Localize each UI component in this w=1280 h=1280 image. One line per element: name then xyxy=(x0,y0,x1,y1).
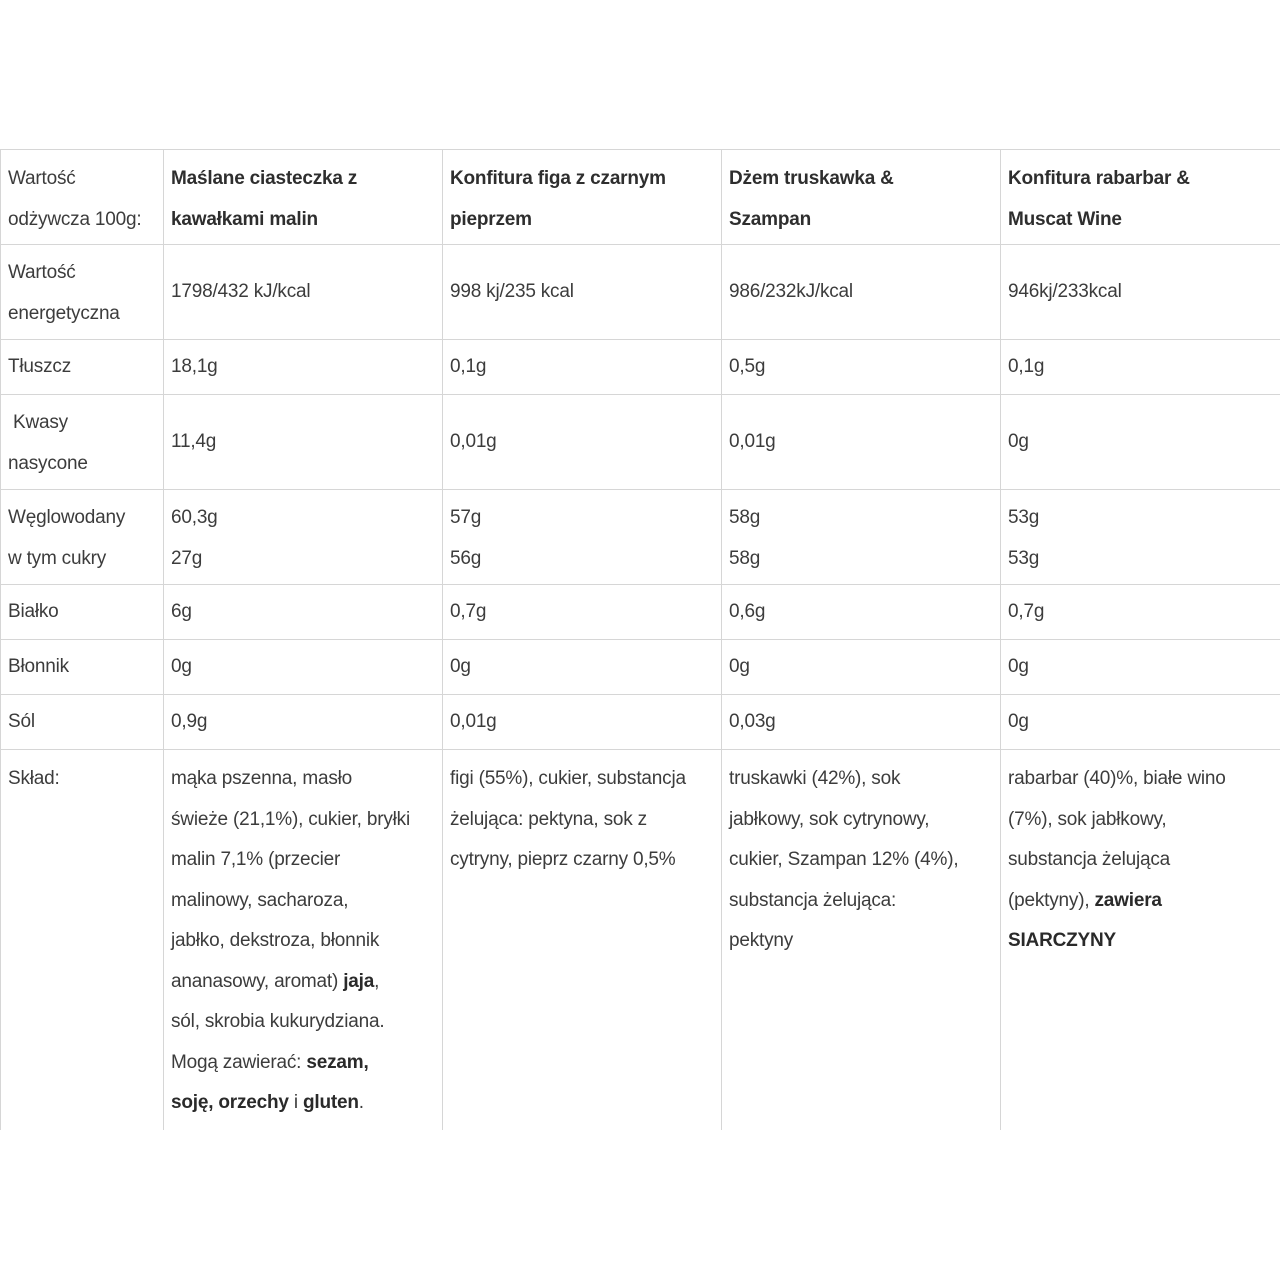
ingredients-1-line1: mąka pszenna, masło xyxy=(171,768,353,789)
saturated-label-line2: nasycone xyxy=(8,452,88,474)
fat-value-4: 0,1g xyxy=(1001,340,1280,395)
product-2-name-line1: Konfitura figa z czarnym xyxy=(450,168,666,189)
carbs-label-line1: Węglowodany xyxy=(8,507,126,528)
carbs-cell-3 xyxy=(722,490,1001,585)
saturated-value-4-text: 0g xyxy=(1008,430,1029,452)
ingredients-3-line1: truskawki (42%), sok xyxy=(729,768,901,789)
fat-value-3: 0,5g xyxy=(722,340,1001,395)
carbs-label-line2: w tym cukry xyxy=(8,547,107,569)
saturated-value-3 xyxy=(722,395,1001,490)
carbs-value-1: 60,3g xyxy=(171,507,218,528)
protein-value-2: 0,7g xyxy=(443,585,722,640)
ingredients-1-line3: malin 7,1% (przecier xyxy=(171,849,341,870)
saturated-value-2 xyxy=(443,395,722,490)
allergen-eggs: jaja xyxy=(343,970,375,992)
sugars-value-3: 58g xyxy=(729,547,761,569)
ingredients-2-line2: żelująca: pektyna, sok z xyxy=(450,808,647,830)
carbs-cell-2 xyxy=(443,490,722,585)
fat-value-1: 18,1g xyxy=(164,340,443,395)
energy-label-cell xyxy=(1,245,164,340)
header-product-4 xyxy=(1001,150,1280,245)
header-row xyxy=(1,150,1280,245)
energy-value-1 xyxy=(164,245,443,340)
energy-value-2-text: 998 kj/235 kcal xyxy=(450,280,574,302)
fiber-row xyxy=(1,640,1280,695)
energy-label-line2: energetyczna xyxy=(8,302,120,324)
protein-value-4: 0,7g xyxy=(1001,585,1280,640)
ingredients-1-line8 xyxy=(171,1043,436,1084)
ingredients-1-line7: sól, skrobia kukurydziana. xyxy=(171,1011,385,1032)
saturated-value-4 xyxy=(1001,395,1280,490)
carbs-cell-1 xyxy=(164,490,443,585)
fat-value-2: 0,1g xyxy=(443,340,722,395)
energy-value-4 xyxy=(1001,245,1280,340)
product-3-name-line2: Szampan xyxy=(729,208,812,230)
salt-value-1: 0,9g xyxy=(164,695,443,750)
salt-value-4: 0g xyxy=(1001,695,1280,750)
ingredients-2-line1: figi (55%), cukier, substancja xyxy=(450,768,686,789)
ingredients-1-line6-end: , xyxy=(374,970,380,992)
header-label-line1: Wartość xyxy=(8,168,76,189)
carbs-row xyxy=(1,490,1280,585)
ingredients-2-line3: cytryny, pieprz czarny 0,5% xyxy=(450,849,676,870)
allergen-gluten: gluten xyxy=(302,1092,359,1113)
ingredients-product-2 xyxy=(443,750,722,1130)
carbs-cell-4 xyxy=(1001,490,1280,585)
ingredients-1-line9-end: . xyxy=(358,1092,364,1113)
ingredients-1-line5: jabłko, dekstroza, błonnik xyxy=(171,930,380,951)
salt-row xyxy=(1,695,1280,750)
energy-value-2 xyxy=(443,245,722,340)
ingredients-4-line4-text: (pektyny), xyxy=(1008,889,1095,911)
product-4-name-line1: Konfitura rabarbar & xyxy=(1008,168,1190,189)
salt-label: Sól xyxy=(1,695,164,750)
carbs-value-2: 57g xyxy=(450,507,482,528)
ingredients-1-line9 xyxy=(171,1083,436,1124)
energy-value-4-text: 946kj/233kcal xyxy=(1008,280,1122,302)
saturated-value-2-text: 0,01g xyxy=(450,430,497,452)
protein-value-1: 6g xyxy=(164,585,443,640)
may-contain-text: Mogą zawierać: xyxy=(171,1051,307,1073)
fiber-label: Błonnik xyxy=(1,640,164,695)
fat-label: Tłuszcz xyxy=(1,340,164,395)
allergen-sulphites: SIARCZYNY xyxy=(1008,930,1116,951)
ingredients-product-4 xyxy=(1001,750,1280,1130)
protein-value-3: 0,6g xyxy=(722,585,1001,640)
ingredients-product-3 xyxy=(722,750,1001,1130)
ingredients-3-line2: jabłkowy, sok cytrynowy, xyxy=(729,808,930,830)
ingredients-1-line6-text: ananasowy, aromat) xyxy=(171,970,344,992)
allergen-sesame: sezam, xyxy=(306,1051,369,1073)
saturated-value-3-text: 0,01g xyxy=(729,430,776,452)
nutrition-table-wrapper xyxy=(0,149,1280,1132)
fiber-value-1: 0g xyxy=(164,640,443,695)
ingredients-row xyxy=(1,750,1280,1130)
ingredients-label: Skład: xyxy=(1,750,164,1130)
protein-row xyxy=(1,585,1280,640)
header-label-cell xyxy=(1,150,164,245)
saturated-value-1-text: 11,4g xyxy=(171,430,217,452)
ingredients-4-line3: substancja żelująca xyxy=(1008,849,1171,870)
header-product-3 xyxy=(722,150,1001,245)
ingredients-1-line4: malinowy, sacharoza, xyxy=(171,889,349,911)
saturated-row xyxy=(1,395,1280,490)
product-1-name-line1: Maślane ciasteczka z xyxy=(171,168,358,189)
header-label-line2: odżywcza 100g: xyxy=(8,208,142,230)
contains-label: zawiera xyxy=(1094,889,1162,911)
saturated-value-1 xyxy=(164,395,443,490)
energy-row xyxy=(1,245,1280,340)
salt-value-3: 0,03g xyxy=(722,695,1001,750)
fiber-value-3: 0g xyxy=(722,640,1001,695)
salt-value-2: 0,01g xyxy=(443,695,722,750)
energy-value-1-text: 1798/432 kJ/kcal xyxy=(171,280,311,302)
ingredients-3-line5: pektyny xyxy=(729,930,794,951)
ingredients-4-line4 xyxy=(1008,881,1274,922)
allergen-soy-nuts: soję, orzechy xyxy=(171,1092,289,1113)
ingredients-4-line1: rabarbar (40)%, białe wino xyxy=(1008,768,1226,789)
ingredients-1-line9-and: i xyxy=(288,1092,303,1113)
sugars-value-2: 56g xyxy=(450,547,482,569)
header-product-2 xyxy=(443,150,722,245)
header-product-1 xyxy=(164,150,443,245)
carbs-value-3: 58g xyxy=(729,507,761,528)
ingredients-3-line4: substancja żelująca: xyxy=(729,889,897,911)
fat-row xyxy=(1,340,1280,395)
energy-label-line1: Wartość xyxy=(8,262,76,283)
ingredients-product-1 xyxy=(164,750,443,1130)
energy-value-3-text: 986/232kJ/kcal xyxy=(729,280,853,302)
carbs-label-cell xyxy=(1,490,164,585)
fiber-value-2: 0g xyxy=(443,640,722,695)
nutrition-table xyxy=(0,149,1280,1130)
sugars-value-4: 53g xyxy=(1008,547,1040,569)
product-2-name-line2: pieprzem xyxy=(450,208,532,230)
ingredients-4-line2: (7%), sok jabłkowy, xyxy=(1008,808,1167,830)
sugars-value-1: 27g xyxy=(171,547,203,569)
ingredients-1-line6 xyxy=(171,962,436,1003)
energy-value-3 xyxy=(722,245,1001,340)
ingredients-1-line2: świeże (21,1%), cukier, bryłki xyxy=(171,808,410,830)
ingredients-3-line3: cukier, Szampan 12% (4%), xyxy=(729,849,959,870)
product-1-name-line2: kawałkami malin xyxy=(171,208,318,230)
saturated-label-cell xyxy=(1,395,164,490)
saturated-label-line1: Kwasy xyxy=(13,412,68,433)
carbs-value-4: 53g xyxy=(1008,507,1040,528)
product-3-name-line1: Dżem truskawka & xyxy=(729,168,894,189)
fiber-value-4: 0g xyxy=(1001,640,1280,695)
product-4-name-line2: Muscat Wine xyxy=(1008,208,1122,230)
protein-label: Białko xyxy=(1,585,164,640)
